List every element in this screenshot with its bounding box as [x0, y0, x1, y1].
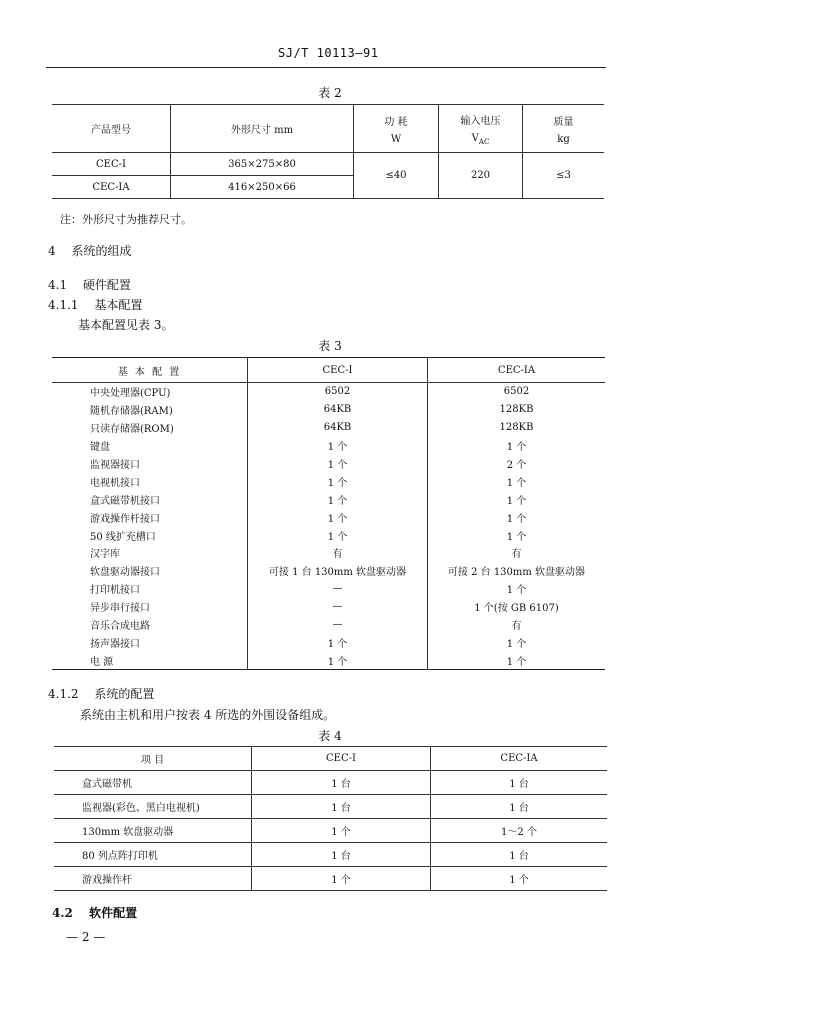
table3-cec-i-cell: 1 个 — [248, 437, 428, 455]
table3-item-cell: 监视器接口 — [90, 460, 140, 471]
table3-cec-ia-cell: 1 个 — [428, 472, 606, 490]
table2-header-power — [354, 105, 439, 153]
table4-cec-ia-cell: 1 台 — [431, 843, 608, 867]
table3-item-cell: 50 线扩充槽口 — [90, 531, 156, 543]
table-row — [52, 651, 605, 669]
table3-header-cec-ia: CEC-IA — [428, 358, 606, 383]
table2-power-value: ≤40 — [354, 153, 439, 199]
table3-item-cell: 只读存储器(ROM) — [90, 424, 174, 436]
table2-note: 注：外形尺寸为推荐尺寸。 — [60, 213, 192, 226]
table4-cec-i-cell: 1 台 — [252, 843, 431, 867]
table4-header-item: 项 目 — [54, 747, 252, 771]
section-4-1-heading — [48, 276, 131, 293]
table3-cec-i-cell: 64KB — [248, 419, 428, 437]
table3-cec-ia-cell: 1 个 — [428, 437, 606, 455]
section-4-1-1-number: 4.1.1 — [48, 298, 79, 312]
table3 — [52, 357, 605, 670]
table4-cec-i-cell: 1 台 — [252, 771, 431, 795]
table4-cec-ia-cell: 1～2 个 — [431, 819, 608, 843]
table3-cec-ia-cell: 1 个 — [428, 490, 606, 508]
table-row — [52, 508, 605, 526]
table4-cec-i-cell: 1 台 — [252, 795, 431, 819]
table4-cec-i-cell: 1 个 — [252, 867, 431, 891]
table3-item-cell: 随机存储器(RAM) — [90, 406, 173, 418]
table3-cec-i-cell: 有 — [248, 544, 428, 562]
table2-header-voltage-label: 输入电压 — [460, 115, 501, 127]
table-row — [52, 419, 605, 437]
table3-cec-ia-cell: 有 — [428, 544, 606, 562]
table-row — [52, 383, 605, 401]
table4-header-cec-ia: CEC-IA — [431, 747, 608, 771]
table2-header-dimensions: 外形尺寸 mm — [171, 105, 354, 153]
table3-cec-ia-cell: 1 个 — [428, 633, 606, 651]
table3-cec-ia-cell: 128KB — [428, 401, 606, 419]
table-row — [52, 153, 604, 176]
table4-cec-ia-cell: 1 台 — [431, 795, 608, 819]
table2-header-mass-unit: kg — [557, 133, 570, 145]
table-row — [52, 401, 605, 419]
voltage-unit-subscript: AC — [478, 137, 490, 146]
table-row — [52, 562, 605, 580]
table2-header-mass-label: 质量 — [553, 116, 574, 128]
table2-mass-value: ≤3 — [523, 153, 605, 199]
table3-item-cell: 扬声器接口 — [90, 638, 140, 650]
section-4-number: 4 — [48, 244, 56, 258]
table2-header-voltage-unit — [439, 133, 522, 146]
table2-model-cell: CEC-IA — [52, 176, 171, 199]
table3-cec-i-cell: 1 个 — [248, 490, 428, 508]
table3-header-cec-i: CEC-I — [248, 358, 428, 383]
table-row — [54, 771, 607, 795]
standard-code: SJ/T 10113—91 — [278, 46, 379, 60]
table-row — [52, 544, 605, 562]
table4 — [54, 746, 607, 891]
table-row — [52, 455, 605, 473]
table4-item-cell: 130mm 软盘驱动器 — [54, 819, 252, 843]
table3-cec-ia-cell: 6502 — [428, 383, 606, 401]
section-4-1-2-number: 4.1.2 — [48, 687, 79, 701]
table-row — [52, 598, 605, 616]
table2-dimensions-cell: 416×250×66 — [171, 176, 354, 199]
table3-cec-ia-cell: 有 — [428, 616, 606, 634]
table4-caption: 表 4 — [318, 729, 342, 743]
table2-header-model: 产品型号 — [52, 105, 171, 153]
table-row — [54, 819, 607, 843]
table4-cec-i-cell: 1 个 — [252, 819, 431, 843]
header-rule — [46, 67, 606, 68]
section-4-1-1-title: 基本配置 — [94, 298, 143, 312]
table3-cec-i-cell: 1 个 — [248, 633, 428, 651]
table3-item-cell: 异步串行接口 — [90, 603, 150, 615]
table2-header-power-label: 功 耗 — [384, 116, 408, 128]
table-row — [52, 472, 605, 490]
table3-header-config: 基 本 配 置 — [52, 358, 248, 383]
table3-cec-i-cell: 1 个 — [248, 526, 428, 544]
table3-cec-i-cell: 6502 — [248, 383, 428, 401]
section-4-1-1-text: 基本配置见表 3。 — [78, 318, 174, 332]
table-row — [52, 490, 605, 508]
section-4-1-2-heading — [48, 685, 154, 702]
table3-cec-i-cell: 64KB — [248, 401, 428, 419]
table4-item-cell: 80 列点阵打印机 — [54, 843, 252, 867]
table3-item-cell: 电 源 — [90, 656, 114, 668]
table-row — [54, 867, 607, 891]
table3-cec-ia-cell: 1 个 — [428, 508, 606, 526]
section-4-1-title: 硬件配置 — [82, 278, 131, 292]
section-4-1-number: 4.1 — [48, 278, 68, 292]
table3-item-cell: 打印机接口 — [90, 585, 140, 597]
table3-cec-i-cell: — — [248, 616, 428, 634]
table3-item-cell: 键盘 — [90, 442, 110, 454]
table2-dimensions-cell: 365×275×80 — [171, 153, 354, 176]
table3-cec-i-cell: 1 个 — [248, 651, 428, 669]
table3-cec-i-cell: 1 个 — [248, 472, 428, 490]
table4-header-cec-i: CEC-I — [252, 747, 431, 771]
table3-cec-ia-cell: 1 个 — [428, 526, 606, 544]
table3-cec-ia-cell: 1 个 — [428, 651, 606, 669]
table3-item-cell: 软盘驱动器接口 — [90, 567, 160, 579]
table3-cec-i-cell: 可接 1 台 130mm 软盘驱动器 — [248, 562, 428, 580]
section-4-title: 系统的组成 — [71, 244, 132, 258]
table-row — [52, 580, 605, 598]
page-number: — 2 — — [66, 930, 106, 944]
section-4-2-heading — [52, 904, 137, 921]
table4-item-cell: 监视器(彩色、黑白电视机) — [54, 795, 252, 819]
table3-cec-i-cell: — — [248, 580, 428, 598]
section-4-1-2-title: 系统的配置 — [94, 687, 155, 701]
section-4-heading — [48, 242, 131, 259]
table-row — [52, 526, 605, 544]
table3-item-cell: 中央处理器(CPU) — [90, 388, 171, 400]
table2-voltage-value: 220 — [439, 153, 523, 199]
table2-header-mass — [523, 105, 605, 153]
table4-cec-ia-cell: 1 个 — [431, 867, 608, 891]
voltage-unit-v: V — [471, 132, 479, 144]
table3-cec-ia-cell: 2 个 — [428, 455, 606, 473]
table3-caption: 表 3 — [318, 339, 342, 353]
table-row — [52, 633, 605, 651]
table3-cec-ia-cell: 128KB — [428, 419, 606, 437]
table3-cec-ia-cell: 1 个 — [428, 580, 606, 598]
table3-cec-i-cell: 1 个 — [248, 508, 428, 526]
table-row — [54, 795, 607, 819]
section-4-2-title: 软件配置 — [89, 906, 138, 920]
table3-cec-i-cell: 1 个 — [248, 455, 428, 473]
table2 — [52, 104, 604, 199]
table3-item-cell: 电视机接口 — [90, 477, 140, 489]
table3-item-cell: 音乐合成电路 — [90, 621, 150, 633]
table-row — [54, 843, 607, 867]
table3-cec-ia-cell: 1 个(按 GB 6107) — [428, 598, 606, 616]
table3-item-cell: 盒式磁带机接口 — [90, 495, 160, 507]
table3-item-cell: 汉字库 — [90, 549, 120, 561]
table4-cec-ia-cell: 1 台 — [431, 771, 608, 795]
table4-item-cell: 盒式磁带机 — [54, 771, 252, 795]
table2-model-cell: CEC-I — [52, 153, 171, 176]
section-4-1-1-heading — [48, 296, 142, 313]
section-4-2-number: 4.2 — [52, 906, 73, 920]
table4-item-cell: 游戏操作杆 — [54, 867, 252, 891]
table3-cec-i-cell: — — [248, 598, 428, 616]
section-4-1-2-text: 系统由主机和用户按表 4 所选的外围设备组成。 — [80, 708, 336, 722]
table-row — [52, 616, 605, 634]
table3-item-cell: 游戏操作杆接口 — [90, 513, 160, 525]
table-row — [52, 437, 605, 455]
table2-header-power-unit: W — [390, 133, 402, 145]
table3-cec-ia-cell: 可接 2 台 130mm 软盘驱动器 — [428, 562, 606, 580]
table2-caption: 表 2 — [318, 86, 342, 100]
table2-header-voltage — [439, 105, 523, 153]
